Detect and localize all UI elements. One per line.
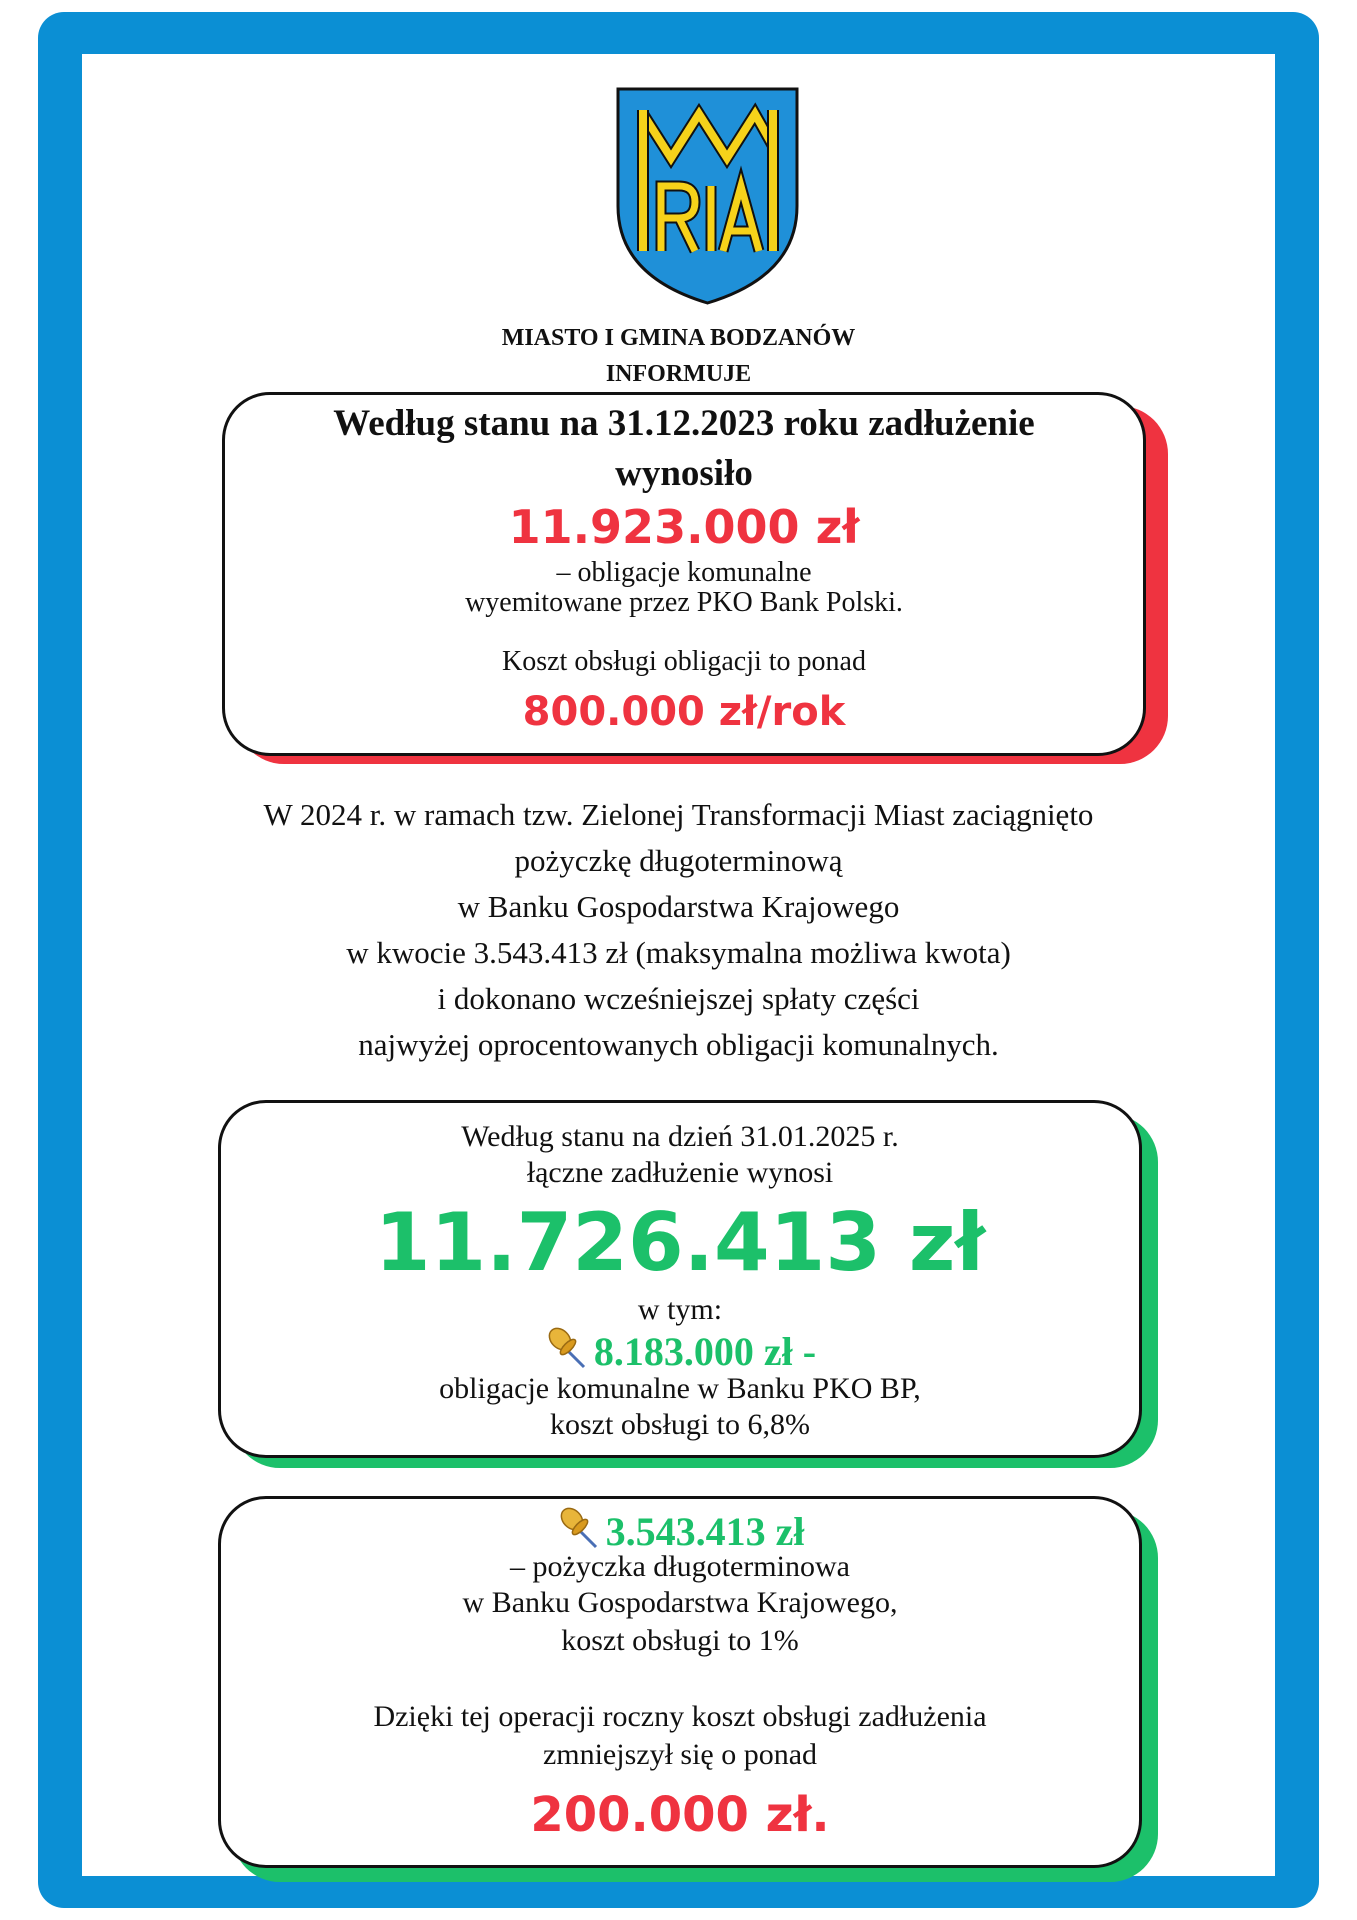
- loan-paragraph: [82, 792, 1275, 1068]
- box2-item-line-2: koszt obsługi to 6,8%: [550, 1408, 810, 1441]
- loan-paragraph-line: i dokonano wcześniejszej spłaty części: [437, 981, 920, 1016]
- box3-summary-line-2: zmniejszył się o ponad: [542, 1738, 818, 1771]
- pko-bonds-amount: 8.183.000 zł -: [593, 1329, 817, 1374]
- header-line-1: MIASTO I GMINA BODZANÓW: [501, 325, 856, 351]
- box3-line-1: – pożyczka długoterminowa: [510, 1550, 850, 1583]
- bond-cost-amount: 800.000 zł/rok: [522, 689, 846, 735]
- box1-title-line-2: wynosiło: [615, 453, 753, 494]
- box1-cost-text: Koszt obsługi obligacji to ponad: [502, 646, 866, 677]
- box3-summary-line-1: Dzięki tej operacji roczny koszt obsługi zadłużenia: [373, 1700, 987, 1733]
- box1-title-line-1: Według stanu na 31.12.2023 roku zadłużenie: [333, 403, 1035, 444]
- debt-2025-amount: 11.726.413 zł: [374, 1196, 986, 1289]
- box2-item-line-1: obligacje komunalne w Banku PKO BP,: [439, 1372, 921, 1405]
- box3-line-3: koszt obsługi to 1%: [561, 1624, 799, 1657]
- loan-paragraph-line: W 2024 r. w ramach tzw. Zielonej Transformacji Miast zaciągnięto: [263, 797, 1094, 832]
- debt-2023-box: [222, 392, 1146, 756]
- loan-paragraph-line: w Banku Gospodarstwa Krajowego: [457, 889, 900, 924]
- loan-paragraph-line: najwyżej oprocentowanych obligacji komunalnych.: [358, 1027, 999, 1062]
- loan-paragraph-line: w kwocie 3.543.413 zł (maksymalna możliwa kwota): [346, 935, 1011, 970]
- header-line-2: INFORMUJE: [605, 361, 752, 387]
- debt-2025-box: [218, 1100, 1142, 1458]
- coat-of-arms-icon: [615, 86, 800, 306]
- box2-item: [221, 1325, 1139, 1375]
- box2-line-1: Według stanu na dzień 31.01.2025 r.: [461, 1120, 899, 1153]
- poster: [82, 54, 1275, 1876]
- box2-in-that: w tym:: [637, 1293, 723, 1326]
- box1-desc-line-2: wyemitowane przez PKO Bank Polski.: [465, 587, 903, 618]
- bgk-loan-amount: 3.543.413 zł: [605, 1509, 805, 1554]
- box2-line-2: łączne zadłużenie wynosi: [526, 1156, 834, 1189]
- loan-paragraph-line: pożyczkę długoterminową: [514, 843, 843, 878]
- savings-amount: 200.000 zł.: [530, 1787, 830, 1843]
- pushpin-icon: [556, 1505, 602, 1549]
- box3-item: [221, 1505, 1139, 1555]
- debt-2023-amount: 11.923.000 zł: [508, 500, 860, 554]
- pushpin-icon: [544, 1325, 590, 1369]
- bgk-loan-box: [218, 1496, 1142, 1868]
- box1-desc-line-1: – obligacje komunalne: [556, 557, 812, 588]
- page-frame: [38, 12, 1319, 1908]
- box3-line-2: w Banku Gospodarstwa Krajowego,: [462, 1586, 898, 1619]
